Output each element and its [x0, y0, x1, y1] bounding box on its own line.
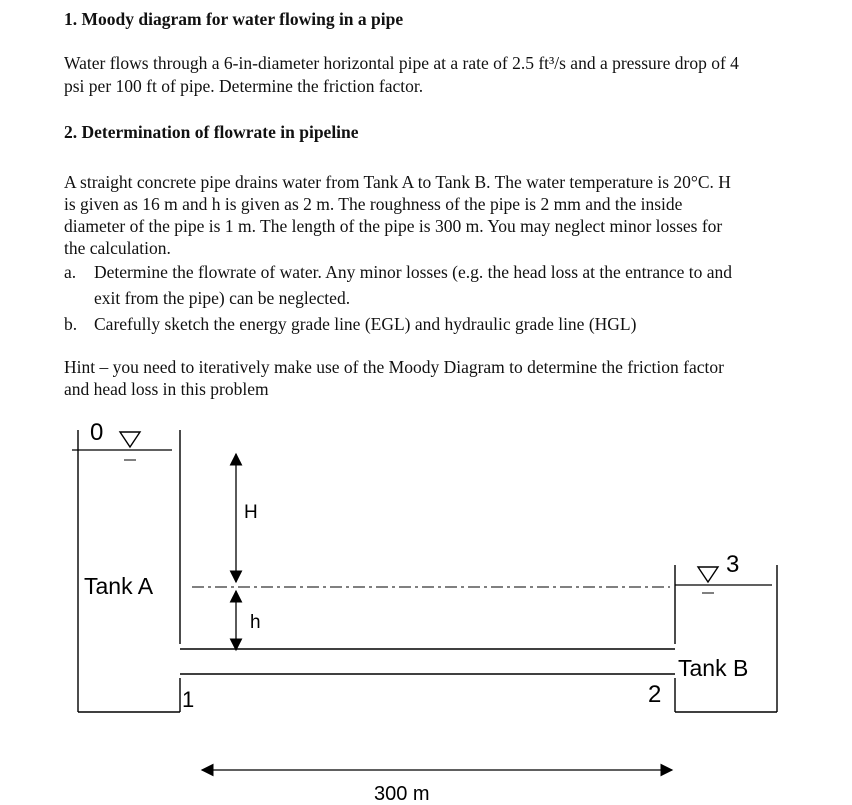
tank-b-label: Tank B: [678, 655, 749, 681]
tank-b-walls: [675, 565, 777, 712]
problem2-heading: 2. Determination of flowrate in pipeline: [64, 122, 359, 142]
problem1-heading: 1. Moody diagram for water flowing in a pipe: [64, 9, 404, 29]
item-b-line1: Carefully sketch the energy grade line (EGL) and hydraulic grade line (HGL): [94, 314, 637, 334]
problem1-text-line1: Water flows through a 6-in-diameter horizontal pipe at a rate of 2.5 ft³/s and a pressure drop of 4: [64, 53, 739, 73]
length-label: 300 m: [374, 783, 430, 805]
problem2-para-line4: the calculation.: [64, 238, 171, 258]
point-label-2: 2: [648, 681, 662, 708]
label-h: h: [250, 612, 261, 633]
hint-line2: and head loss in this problem: [64, 379, 269, 399]
item-a-line2: exit from the pipe) can be neglected.: [94, 288, 351, 308]
pipe: [180, 649, 675, 674]
point-label-0: 0: [90, 419, 104, 446]
item-b-marker: b.: [64, 314, 78, 334]
problem1-text-line2: psi per 100 ft of pipe. Determine the friction factor.: [64, 76, 424, 96]
problem2-para-line3: diameter of the pipe is 1 m. The length of the pipe is 300 m. You may neglect minor losses for: [64, 216, 723, 236]
point-label-1: 1: [182, 687, 195, 712]
problem2-para-line1: A straight concrete pipe drains water from Tank A to Tank B. The water temperature is 20°C. H: [64, 172, 731, 192]
tank-a-walls: [78, 430, 180, 712]
point-label-3: 3: [726, 551, 740, 578]
item-a-line1: Determine the flowrate of water. Any minor losses (e.g. the head loss at the entrance to and: [94, 262, 733, 282]
hint-line1: Hint – you need to iteratively make use of the Moody Diagram to determine the friction factor: [64, 357, 724, 377]
label-H: H: [244, 502, 258, 523]
tank-a-label: Tank A: [84, 573, 154, 599]
water-level-symbol-b: [698, 567, 718, 593]
water-level-symbol-a: [120, 432, 140, 460]
problem2-para-line2: is given as 16 m and h is given as 2 m. The roughness of the pipe is 2 mm and the inside: [64, 194, 683, 214]
item-a-marker: a.: [64, 262, 77, 282]
